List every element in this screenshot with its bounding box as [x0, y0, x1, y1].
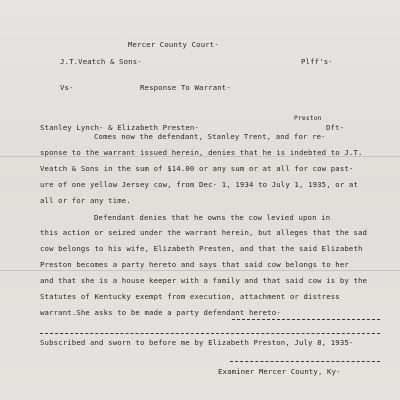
defendant-role: Dft-: [326, 123, 345, 132]
jurat-text: Subscribed and sworn to before me by Elizabeth Preston, July 8, 1935-: [40, 338, 354, 347]
signature-line: [232, 319, 380, 320]
court-heading: Mercer County Court-: [128, 40, 219, 49]
paragraph-line: Preston becomes a party hereto and says that said cow belongs to her: [40, 260, 349, 269]
paragraph-line: this action or seized under the warrant herein, but alleges that the sad: [40, 228, 368, 237]
paragraph-line: and that she is a house keeper with a family and that said cow is by the: [40, 276, 368, 285]
defendant-names: Stanley Lynch- & Elizabeth Presten-: [40, 123, 200, 132]
paragraph-line: all or for any time.: [40, 196, 131, 205]
versus-label: Vs-: [60, 83, 74, 92]
plaintiff-name: J.T.Veatch & Sons-: [60, 57, 142, 66]
paragraph-line: ure of one yellow Jersey cow, from Dec- 1, 1934 to July 1, 1935, or at: [40, 180, 359, 189]
paragraph-line: warrant.She asks to be made a party defendant hereto-: [40, 308, 281, 317]
document-title: Response To Warrant-: [140, 83, 231, 92]
separator-line: [40, 333, 380, 334]
examiner-signature-line: [230, 361, 380, 362]
handwritten-correction: Preston: [294, 115, 322, 122]
paragraph-line: sponse to the warrant issued herein, denies that he is indebted to J.T.: [40, 148, 363, 157]
paragraph-line: Comes now the defendant, Stanley Trent, and for re-: [94, 132, 326, 141]
plaintiff-role: Plff's-: [301, 57, 333, 66]
paragraph-line: Veatch & Sons in the sum of $14.00 or any sum or at all for cow past-: [40, 164, 354, 173]
paragraph-line: Statutes of Kentucky exempt from execution, attachment or distress: [40, 292, 340, 301]
examiner-title: Examiner Mercer County, Ky-: [218, 367, 341, 376]
fold-crease: [0, 270, 400, 271]
paragraph-line: Defendant denies that he owns the cow levied upon in: [94, 213, 331, 222]
paragraph-line: cow belongs to his wife, Elizabeth Presten, and that the said Elizabeth: [40, 244, 363, 253]
